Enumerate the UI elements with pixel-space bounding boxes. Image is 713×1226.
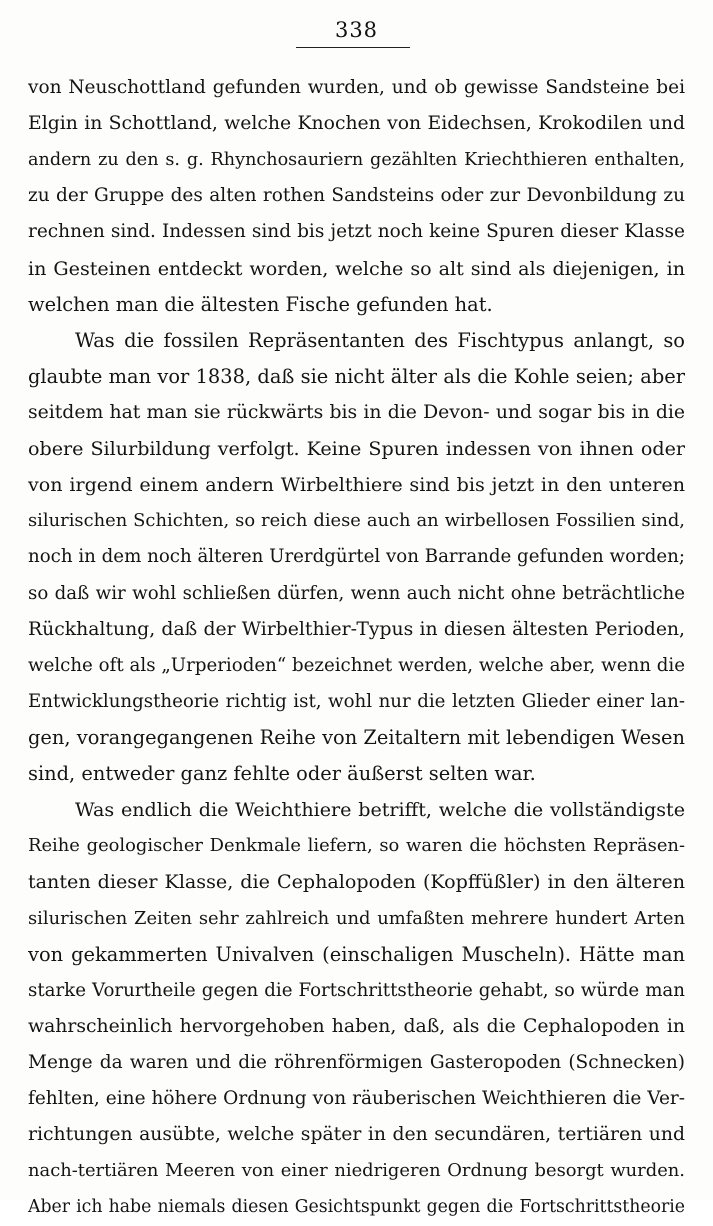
text-line: Reihe geologischer Denkmale liefern, so waren die höchsten Repräsen- bbox=[28, 835, 685, 857]
text-line: fehlten, eine höhere Ordnung von räuberischen Weichthieren die Ver- bbox=[28, 1088, 685, 1110]
text-line: von gekammerten Univalven (einschaligen Muscheln). Hätte man bbox=[28, 942, 685, 966]
text-line: obere Silurbildung verfolgt. Keine Spuren indessen von ihnen oder bbox=[28, 437, 685, 461]
text-line: glaubte man vor 1838, daß sie nicht älter als die Kohle seien; aber bbox=[28, 364, 685, 388]
text-line: tanten dieser Klasse, die Cephalopoden (Kopffüßler) in den älteren bbox=[28, 870, 685, 894]
text-line: so daß wir wohl schließen dürfen, wenn auch nicht ohne beträchtliche bbox=[28, 582, 685, 604]
text-line: noch in dem noch älteren Urerdgürtel von Barrande gefunden worden; bbox=[28, 546, 685, 568]
text-line: Menge da waren und die röhrenförmigen Gasteropoden (Schnecken) bbox=[28, 1051, 685, 1073]
text-line: gen, vorangegangenen Reihe von Zeitaltern mit lebendigen Wesen bbox=[28, 725, 685, 749]
text-line: silurischen Zeiten sehr zahlreich und umfaßten mehrere hundert Arten bbox=[28, 907, 685, 929]
text-line: silurischen Schichten, so reich diese auch an wirbellosen Fossilien sind, bbox=[28, 510, 685, 532]
text-line: Entwicklungstheorie richtig ist, wohl nur die letzten Glieder einer lan- bbox=[28, 690, 685, 712]
text-line: seitdem hat man sie rückwärts bis in die Devon- und sogar bis in die bbox=[28, 401, 685, 423]
text-line: welche oft als „Urperioden“ bezeichnet werden, welche aber, wenn die bbox=[28, 654, 685, 676]
text-line: rechnen sind. Indessen sind bis jetzt noch keine Spuren dieser Klasse bbox=[28, 221, 685, 243]
text-line: andern zu den s. g. Rhynchosauriern gezählten Kriechthieren enthalten, bbox=[28, 150, 685, 171]
text-line: Was die fossilen Repräsentanten des Fischtypus anlangt, so bbox=[75, 328, 685, 352]
text-line: welchen man die ältesten Fische gefunden hat. bbox=[28, 292, 493, 316]
text-line: starke Vorurtheile gegen die Fortschrittstheorie gehabt, so würde man bbox=[28, 979, 685, 1001]
text-line: sind, entweder ganz fehlte oder äußerst selten war. bbox=[28, 762, 536, 786]
page-number: 338 bbox=[334, 18, 379, 42]
text-line: richtungen ausübte, welche später in den secundären, tertiären und bbox=[28, 1124, 685, 1146]
text-line: Rückhaltung, daß der Wirbelthier-Typus in diesen ältesten Perioden, bbox=[28, 618, 685, 640]
text-line: nach-tertiären Meeren von einer niedrigeren Ordnung besorgt wurden. bbox=[28, 1160, 685, 1182]
text-line: zu der Gruppe des alten rothen Sandsteins oder zur Devonbildung zu bbox=[28, 185, 685, 207]
body-text bbox=[28, 70, 685, 1226]
text-line: wahrscheinlich hervorgehoben haben, daß, als die Cephalopoden in bbox=[28, 1015, 685, 1037]
text-line: in Gesteinen entdeckt worden, welche so alt sind als diejenigen, in bbox=[28, 256, 685, 280]
text-line: von Neuschottland gefunden wurden, und ob gewisse Sandsteine bei bbox=[28, 77, 685, 98]
text-line: Aber ich habe niemals diesen Gesichtspunkt gegen die Fortschrittstheorie bbox=[28, 1197, 685, 1218]
text-line: Elgin in Schottland, welche Knochen von Eidechsen, Krokodilen und bbox=[28, 113, 685, 135]
text-line: von irgend einem andern Wirbelthiere sind bis jetzt in den unteren bbox=[28, 473, 685, 497]
text-line: Was endlich die Weichthiere betrifft, welche die vollständigste bbox=[75, 798, 685, 822]
header-rule bbox=[296, 47, 410, 48]
